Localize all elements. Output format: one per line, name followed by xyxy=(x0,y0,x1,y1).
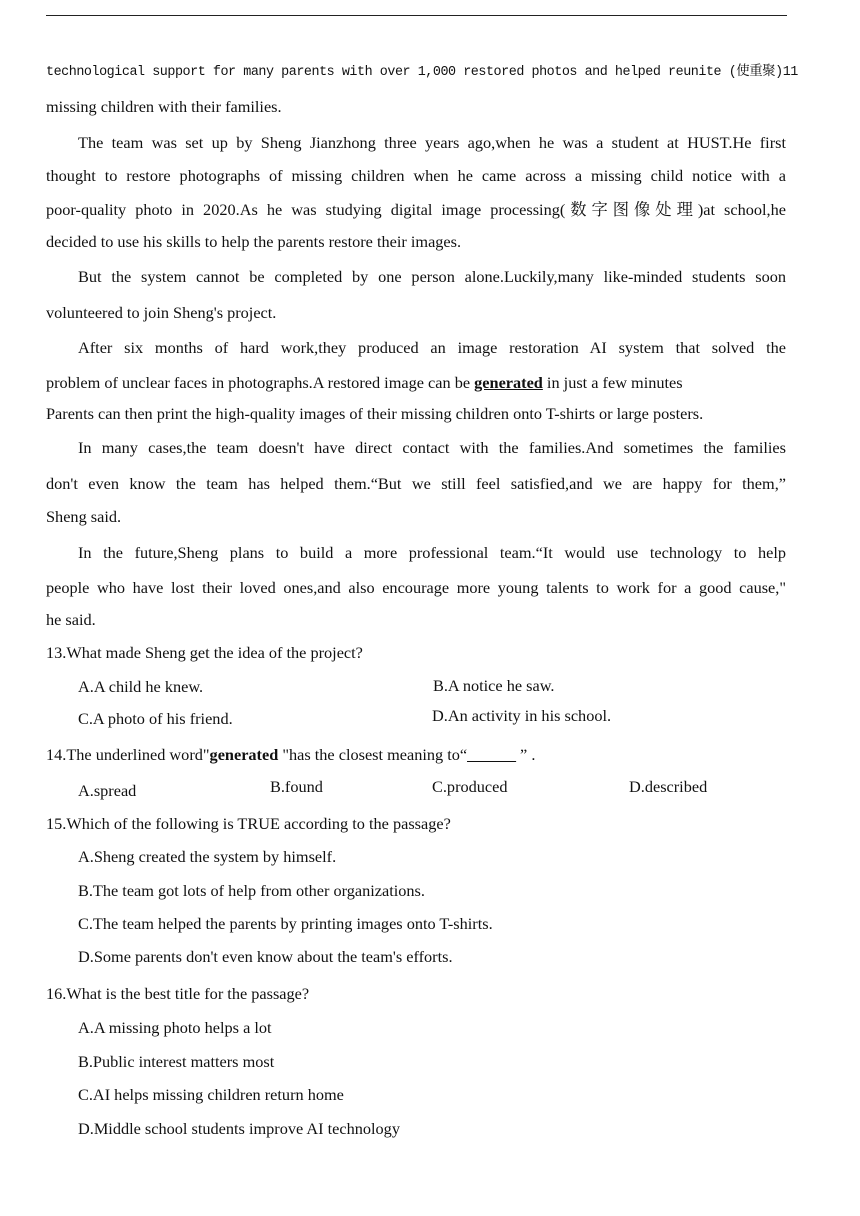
bold-word: generated xyxy=(209,745,279,764)
answer-blank: ______ xyxy=(467,745,516,764)
option-b: B.The team got lots of help from other organizations. xyxy=(78,881,425,900)
option-b: B.found xyxy=(270,777,323,796)
option-d: D.described xyxy=(629,777,708,796)
option-a: A.spread xyxy=(78,781,137,800)
passage-line: people who have lost their loved ones,and also encourage more young talents to work for a good cause," xyxy=(46,578,786,597)
option-d: D.Some parents don't even know about the team's efforts. xyxy=(78,947,453,966)
underlined-word: generated xyxy=(474,373,543,392)
passage-line: poor-quality photo in 2020.As he was studying digital image processing(数字图像处理)at school,he xyxy=(46,200,786,219)
option-c: C.The team helped the parents by printing images onto T-shirts. xyxy=(78,914,493,933)
question-stem: 14.The underlined word"generated "has the closest meaning to“______ ” . xyxy=(46,745,536,764)
passage-line: But the system cannot be completed by one person alone.Luckily,many like-minded students soon xyxy=(78,267,786,286)
option-b: B.Public interest matters most xyxy=(78,1052,275,1071)
passage-line: volunteered to join Sheng's project. xyxy=(46,303,277,322)
passage-line: The team was set up by Sheng Jianzhong three years ago,when he was a student at HUST.He first xyxy=(78,133,786,152)
passage-line: technological support for many parents with over 1,000 restored photos and helped reunite (使重聚)11 xyxy=(46,65,798,80)
option-b: B.A notice he saw. xyxy=(433,676,555,695)
option-d: D.Middle school students improve AI technology xyxy=(78,1119,400,1138)
option-c: C.A photo of his friend. xyxy=(78,709,233,728)
passage-line: he said. xyxy=(46,610,96,629)
question-stem: 13.What made Sheng get the idea of the project? xyxy=(46,643,363,662)
header-rule xyxy=(46,15,787,16)
passage-line: problem of unclear faces in photographs.A restored image can be generated in just a few minutes xyxy=(46,373,683,392)
passage-line: After six months of hard work,they produced an image restoration AI system that solved the xyxy=(78,338,786,357)
option-a: A.Sheng created the system by himself. xyxy=(78,847,337,866)
passage-line: Parents can then print the high-quality images of their missing children onto T-shirts or large posters. xyxy=(46,404,704,423)
passage-line: decided to use his skills to help the parents restore their images. xyxy=(46,232,462,251)
passage-line: In the future,Sheng plans to build a more professional team.“It would use technology to help xyxy=(78,543,786,562)
passage-line: thought to restore photographs of missing children when he came across a missing child notice with a xyxy=(46,166,786,185)
passage-line: don't even know the team has helped them.“But we still feel satisfied,and we are happy for them,” xyxy=(46,474,786,493)
option-c: C.AI helps missing children return home xyxy=(78,1085,344,1104)
question-stem: 16.What is the best title for the passage? xyxy=(46,984,310,1003)
passage-line: missing children with their families. xyxy=(46,97,282,116)
option-c: C.produced xyxy=(432,777,508,796)
question-stem: 15.Which of the following is TRUE according to the passage? xyxy=(46,814,451,833)
option-a: A.A child he knew. xyxy=(78,677,204,696)
option-d: D.An activity in his school. xyxy=(432,706,612,725)
passage-line: Sheng said. xyxy=(46,507,122,526)
option-a: A.A missing photo helps a lot xyxy=(78,1018,272,1037)
passage-line: In many cases,the team doesn't have direct contact with the families.And sometimes the families xyxy=(78,438,786,457)
